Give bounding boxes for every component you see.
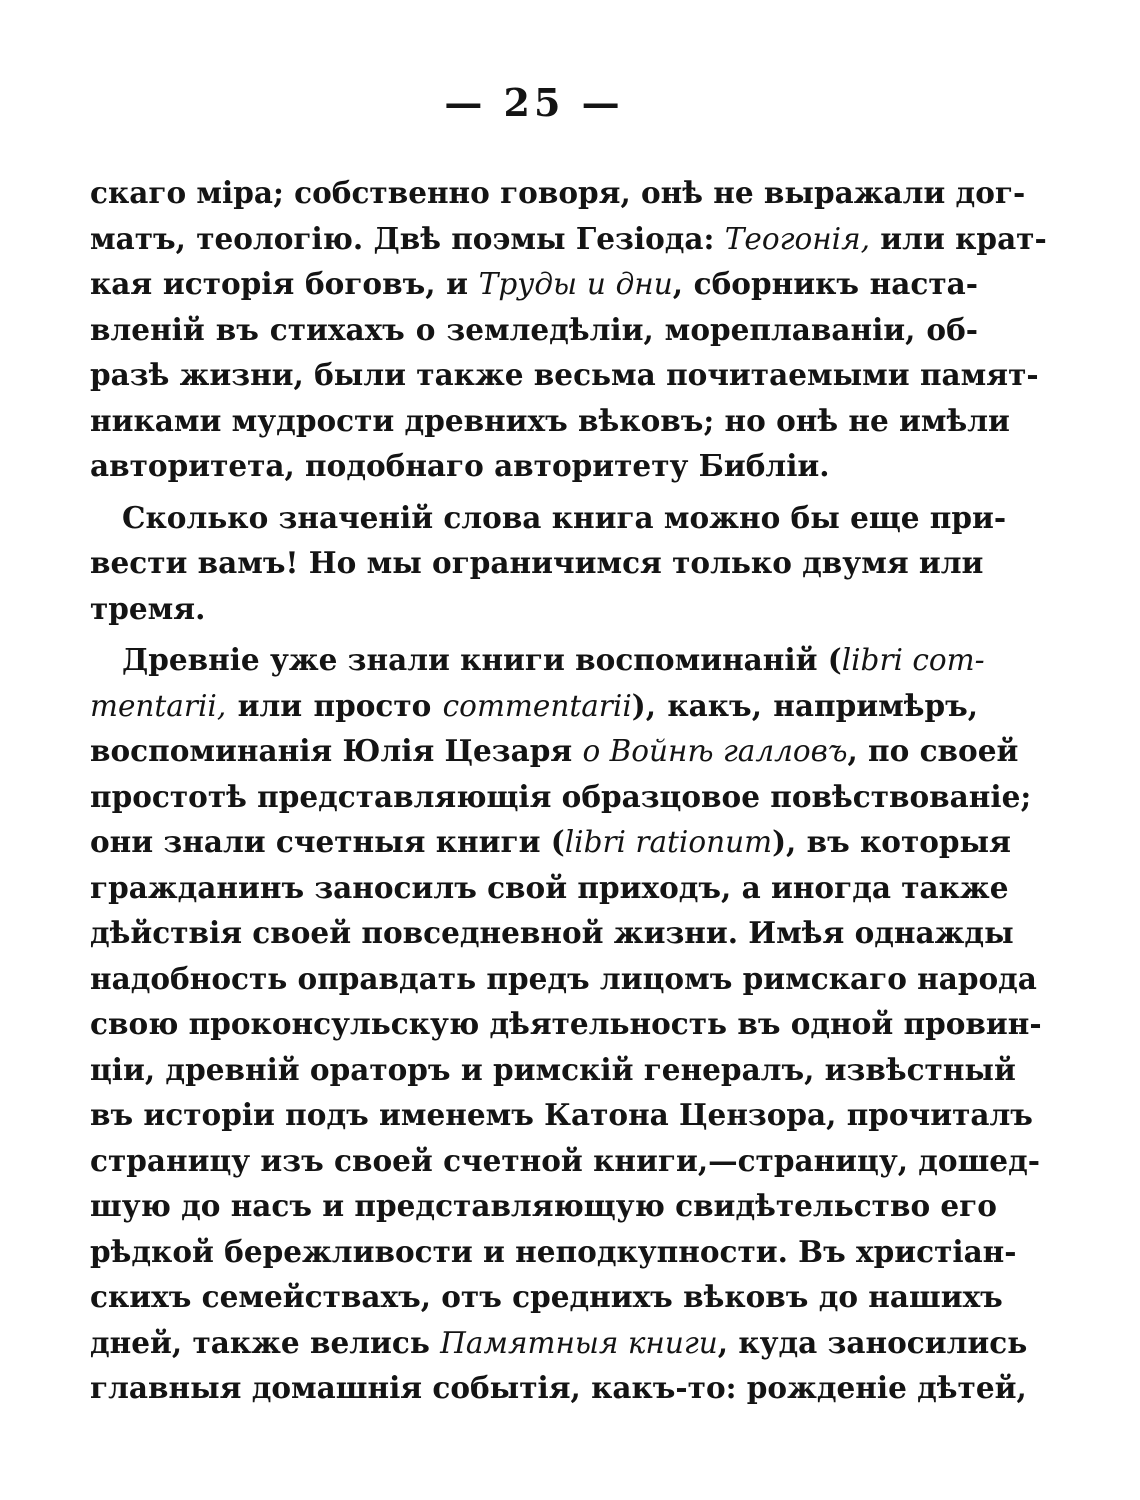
text-line: [90, 352, 1039, 398]
text-segment: дѣйствія своей повседневной жизни. Имѣя однажды: [90, 915, 1014, 950]
text-line: [90, 956, 1037, 1002]
italic-segment: commentarii: [442, 688, 632, 723]
text-line: [90, 774, 1032, 820]
text-segment: матъ, теологію. Двѣ поэмы Гезіода:: [90, 220, 725, 256]
text-line: [90, 1001, 1042, 1047]
text-segment: дней, также велись: [90, 1324, 441, 1360]
italic-segment: о Войнѣ галловъ: [582, 734, 848, 768]
text-segment: скихъ семействахъ, отъ среднихъ вѣковъ до нашихъ: [90, 1279, 1003, 1314]
text-segment: гражданинъ заносилъ свой приходъ, а иногда также: [90, 869, 1009, 905]
text-line: [90, 1274, 1003, 1320]
text-line: [90, 398, 1010, 444]
text-segment: вленій въ стихахъ о земледѣліи, мореплаваніи, об-: [90, 311, 978, 347]
paragraph: [90, 637, 1042, 1411]
text-line: [90, 1229, 1017, 1275]
text-segment: Древніе уже знали книги воспоминаній (: [122, 642, 842, 677]
text-segment: никами мудрости древнихъ вѣковъ; но онѣ не имѣли: [90, 402, 1010, 438]
text-segment: свою проконсульскую дѣятельность въ одной провин-: [90, 1006, 1042, 1041]
text-segment: рѣдкой бережливости и неподкупности. Въ христіан-: [90, 1233, 1017, 1269]
text-segment: вести вамъ! Но мы ограничимся только двумя или: [90, 545, 984, 580]
italic-segment: Теогонія,: [724, 221, 871, 256]
text-line: [90, 307, 978, 353]
text-segment: или крат-: [870, 220, 1047, 256]
text-segment: страницу изъ своей счетной книги,—страницу, дошед-: [90, 1142, 1040, 1178]
text-line: [90, 1320, 1028, 1366]
text-line: [90, 586, 978, 632]
text-segment: въ исторіи подъ именемъ Катона Цензора, прочиталъ: [90, 1097, 1033, 1132]
text-line: [90, 1183, 997, 1229]
text-line: [90, 540, 984, 586]
text-segment: ), въ которыя: [772, 824, 1011, 859]
text-segment: или просто: [226, 687, 443, 723]
text-line: [90, 683, 978, 729]
text-line: [90, 819, 1011, 865]
text-segment: , куда заносились: [717, 1324, 1028, 1360]
text-segment: ), какъ, напримѣръ,: [631, 687, 979, 723]
text-line: [90, 728, 1019, 774]
paragraph: [90, 170, 1047, 489]
page-number: — 25 —: [444, 80, 624, 125]
text-line: [90, 170, 1026, 216]
text-segment: Сколько значеній слова книга можно бы еще при-: [122, 499, 1007, 535]
paragraph: [90, 495, 1007, 632]
text-segment: они знали счетныя книги (: [90, 824, 565, 859]
text-segment: главныя домашнія событія, какъ-то: рожденіе дѣтей,: [90, 1370, 1027, 1405]
text-segment: , сборникъ наста-: [672, 266, 978, 301]
text-line: [90, 1092, 1033, 1138]
text-segment: , по своей: [847, 733, 1019, 768]
italic-segment: Памятныя книги: [440, 1325, 718, 1360]
text-line: [90, 443, 978, 489]
text-line: [90, 1138, 1040, 1184]
text-segment: скаго міра; собственно говоря, онѣ не выражали дог-: [90, 175, 1026, 210]
italic-segment: mentarii,: [90, 688, 227, 723]
text-segment: шую до насъ и представляющую свидѣтельство его: [90, 1188, 997, 1223]
text-segment: воспоминанія Юлія Цезаря: [90, 733, 583, 768]
text-line: [90, 495, 1007, 541]
text-segment: тремя.: [90, 590, 206, 626]
italic-segment: Труды и дни: [478, 267, 673, 301]
text-line: [90, 1365, 1027, 1411]
text-segment: кая исторія боговъ, и: [90, 266, 479, 301]
italic-segment: libri rationum: [564, 825, 773, 859]
text-segment: ціи, древній ораторъ и римскій генералъ, извѣстный: [90, 1051, 1016, 1087]
text-line: [90, 865, 1009, 911]
body-text: [90, 170, 1047, 1411]
text-line: [90, 261, 978, 307]
text-line: [90, 216, 1047, 262]
text-line: [90, 637, 985, 683]
text-segment: надобность оправдать предъ лицомъ римскаго народа: [90, 960, 1037, 996]
text-line: [90, 1047, 1016, 1093]
text-segment: разѣ жизни, были также весьма почитаемыми памят-: [90, 357, 1039, 392]
text-segment: авторитета, подобнаго авторитету Библіи.: [90, 448, 830, 483]
text-segment: простотѣ представляющія образцовое повѣствованіе;: [90, 778, 1032, 814]
text-line: [90, 910, 1014, 956]
italic-segment: libri com-: [841, 643, 985, 677]
